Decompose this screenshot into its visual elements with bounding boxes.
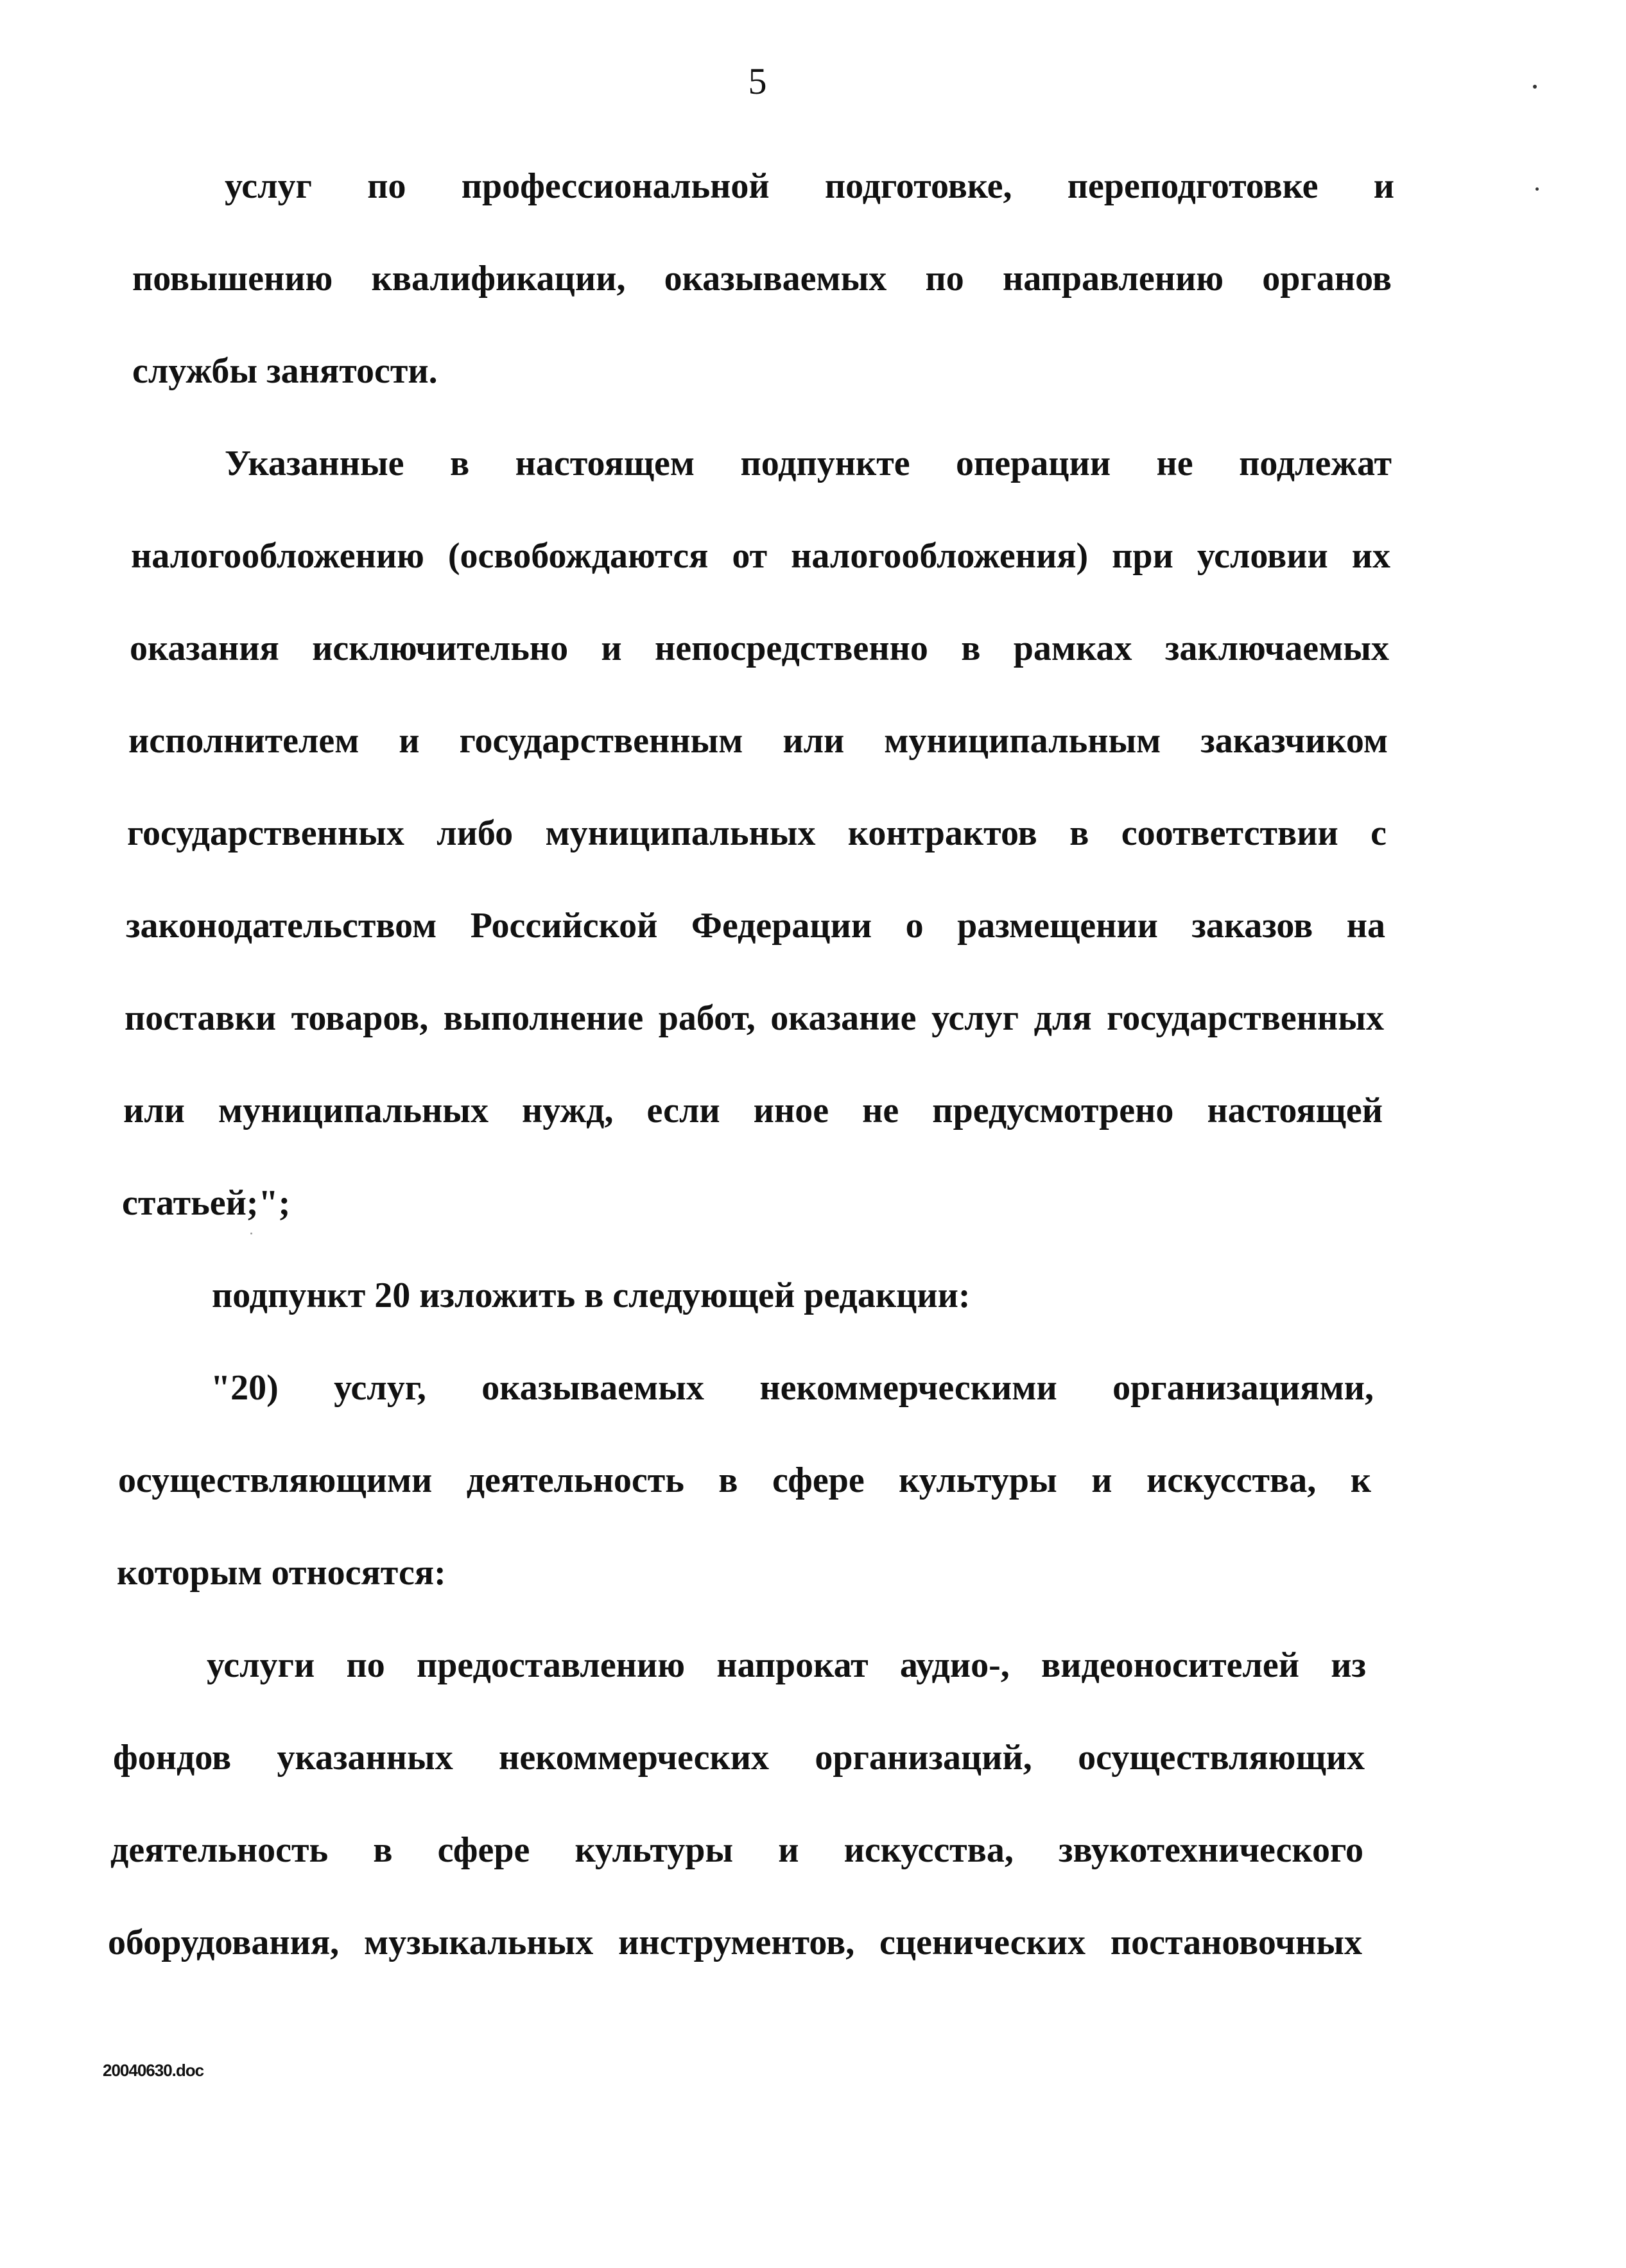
scan-speck	[1533, 85, 1537, 89]
footer-filename: 20040630.doc	[103, 2061, 204, 2080]
text-line-19: деятельность в сфере культуры и искусства, звукотехнического	[110, 1830, 1363, 1870]
text-line-12: статьей;";	[122, 1183, 291, 1223]
text-line-9: законодательством Российской Федерации о размещении заказов на	[126, 906, 1385, 946]
text-line-3: службы занятости.	[132, 351, 438, 391]
text-line-17: услуги по предоставлению напрокат аудио-, видеоносителей из	[207, 1645, 1366, 1685]
text-line-6: оказания исключительно и непосредственно в рамках заключаемых	[130, 628, 1389, 668]
text-line-13: подпункт 20 изложить в следующей редакции:	[212, 1276, 971, 1315]
text-line-8: государственных либо муниципальных контрактов в соответствии с	[127, 813, 1387, 853]
text-line-5: налогообложению (освобождаются от налогообложения) при условии их	[131, 536, 1390, 576]
text-line-16: которым относятся:	[117, 1553, 446, 1593]
text-line-2: повышению квалификации, оказываемых по направлению органов	[132, 259, 1392, 299]
text-line-14: "20) услуг, оказываемых некоммерческими организациями,	[211, 1368, 1374, 1408]
scan-speck	[1535, 187, 1539, 191]
text-line-15: осуществляющими деятельность в сфере культуры и искусства, к	[118, 1460, 1371, 1500]
page-number: 5	[748, 60, 767, 102]
text-line-20: оборудования, музыкальных инструментов, сценических постановочных	[108, 1923, 1362, 1962]
text-line-18: фондов указанных некоммерческих организаций, осуществляющих	[113, 1738, 1365, 1778]
text-line-11: или муниципальных нужд, если иное не предусмотрено настоящей	[123, 1091, 1383, 1130]
text-line-1: услуг по профессиональной подготовке, переподготовке и	[225, 166, 1394, 206]
text-line-4: Указанные в настоящем подпункте операции не подлежат	[225, 444, 1392, 483]
text-line-7: исполнителем и государственным или муниципальным заказчиком	[128, 721, 1388, 761]
text-line-10: поставки товаров, выполнение работ, оказание услуг для государственных	[125, 998, 1384, 1038]
scan-speck	[250, 1233, 252, 1234]
